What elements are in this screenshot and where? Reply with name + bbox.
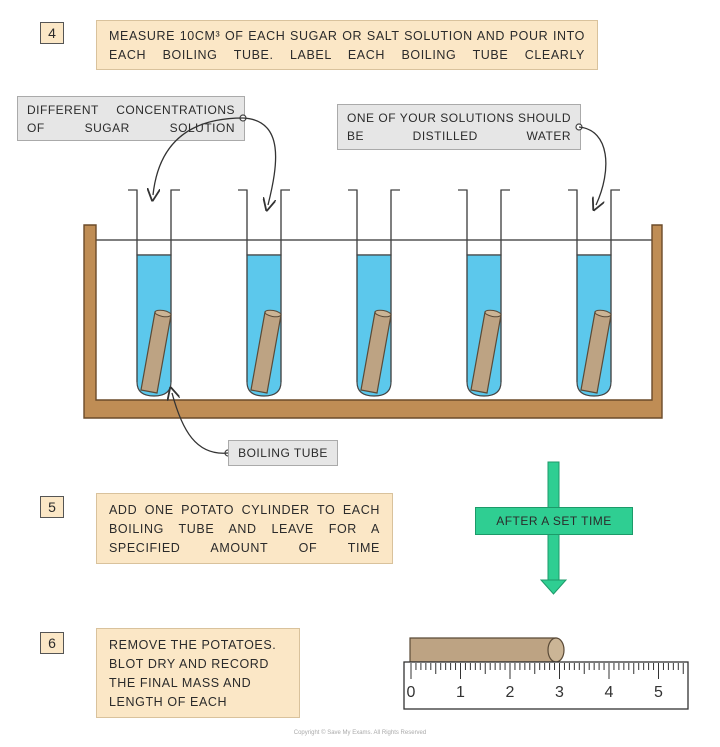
distilled-water-label: ONE OF YOUR SOLUTIONS SHOULD BE DISTILLED WATER xyxy=(337,104,581,150)
arrow-to-tube-2 xyxy=(243,118,276,205)
boiling-tube-4 xyxy=(458,190,510,396)
time-arrow-head xyxy=(541,580,566,594)
arrow-to-tube-1 xyxy=(153,118,243,195)
step-4-number: 4 xyxy=(40,22,64,44)
copyright-text: Copyright © Save My Exams. All Rights Reserved xyxy=(293,730,427,736)
boiling-tube-5 xyxy=(568,190,620,396)
concentrations-label: DIFFERENT CONCENTRATIONS OF SUGAR SOLUTION xyxy=(17,96,245,141)
boiling-tube-3 xyxy=(348,190,400,396)
step-5-number: 5 xyxy=(40,496,64,518)
step-4-instruction: MEASURE 10CM³ OF EACH SUGAR OR SALT SOLUTION AND POUR INTO EACH BOILING TUBE. LABEL EACH BOILING TUBE CLEARLY xyxy=(96,20,598,70)
ruler-number: 2 xyxy=(505,684,515,701)
ruler-number: 5 xyxy=(654,684,663,701)
ruler-number: 3 xyxy=(555,684,564,701)
step-6-instruction: REMOVE THE POTATOES. BLOT DRY AND RECORD THE FINAL MASS AND LENGTH OF EACH xyxy=(96,628,300,718)
arrow-to-tube-5 xyxy=(579,127,606,205)
measured-potato xyxy=(410,638,556,662)
step-6-number: 6 xyxy=(40,632,64,654)
ruler-number: 1 xyxy=(456,684,465,701)
boiling-tube-label: BOILING TUBE xyxy=(228,440,338,466)
ruler xyxy=(404,662,688,709)
ruler-number: 4 xyxy=(604,684,614,701)
ruler-number: 0 xyxy=(406,684,416,701)
after-set-time-label: AFTER A SET TIME xyxy=(475,507,633,535)
boiling-tube-1 xyxy=(128,190,180,396)
step-5-instruction: ADD ONE POTATO CYLINDER TO EACH BOILING TUBE AND LEAVE FOR A SPECIFIED AMOUNT OF TIME xyxy=(96,493,393,564)
boiling-tubes xyxy=(128,190,620,396)
boiling-tube-2 xyxy=(238,190,290,396)
